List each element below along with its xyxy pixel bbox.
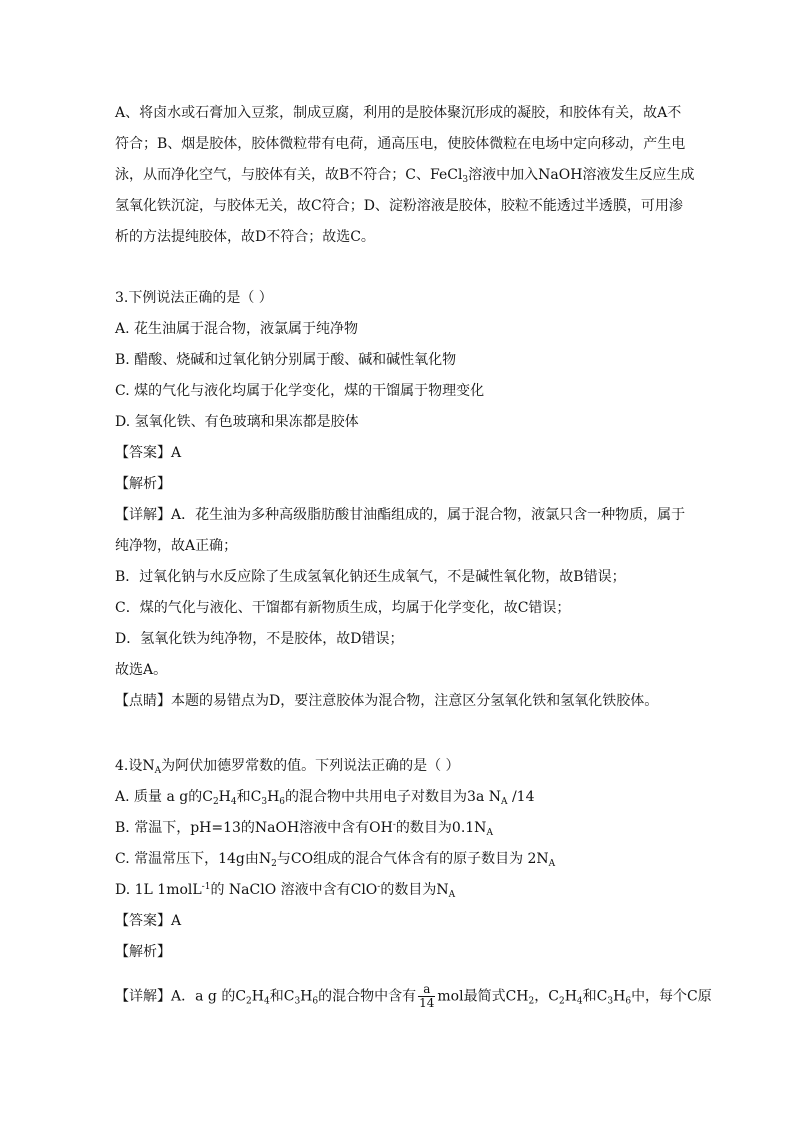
q4-option-c: C. 常温常压下，14g由$N_2$与CO组成的混合气体含有的原子数目为 $2N_A$	[115, 851, 556, 869]
q3-detail-line-1: 【详解】A．花生油为多种高级脂肪酸甘油酯组成的，属于混合物，液氯只含一种物质，属于	[115, 507, 686, 523]
q4-option-b: B. 常温下，pH=13的NaOH溶液中含有OH-的数目为$0.1N_A$	[115, 820, 493, 838]
q3-detail-c: C．煤的气化与液化、干馏都有新物质生成，均属于化学变化，故C错误；	[115, 600, 571, 616]
q4-stem: 4.设$N_A$为阿伏加德罗常数的值。下列说法正确的是（ ）	[115, 758, 460, 776]
q3-option-a: A. 花生油属于混合物，液氯属于纯净物	[115, 321, 359, 337]
q3-detail-d: D．氢氧化铁为纯净物，不是胶体，故D错误；	[115, 631, 404, 647]
q4-option-d: D. 1L 1molL$^{-1}$的 NaClO 溶液中含有ClO-的数目为$N_A$	[115, 882, 456, 900]
q2-analysis-line-2: 符合；B、烟是胶体，胶体微粒带有电荷，通高压电，使胶体微粒在电场中定向移动，产生电	[115, 136, 686, 152]
q3-option-b: B. 醋酸、烧碱和过氧化钠分别属于酸、碱和碱性氧化物	[115, 352, 457, 368]
q3-detail-line-2: 纯净物，故A正确；	[115, 538, 238, 554]
q3-stem: 3.下例说法正确的是（ ）	[115, 290, 273, 306]
q2-analysis-line-4: 氢氧化铁沉淀，与胶体无关，故C符合；D、淀粉溶液是胶体，胶粒不能透过半透膜，可用渗	[115, 198, 683, 214]
q3-conclusion: 故选A。	[115, 662, 168, 678]
q2-analysis-line-5: 析的方法提纯胶体，故D不符合；故选C。	[115, 229, 375, 245]
q3-answer: 【答案】A	[115, 445, 182, 461]
q3-tip: 【点睛】本题的易错点为D，要注意胶体为混合物，注意区分氢氧化铁和氢氧化铁胶体。	[115, 693, 659, 709]
q3-option-c: C. 煤的气化与液化均属于化学变化，煤的干馏属于物理变化	[115, 383, 485, 399]
q4-detail-line-1: 【详解】A．a g 的$C_2H_4$和$C_3H_6$的混合物中含有 $\frac{a}{14}$ mol最简式$CH_2$，$C_2H_4$和$C_3H_6$中，每个C原	[115, 982, 712, 1010]
q4-analysis-title: 【解析】	[115, 944, 171, 960]
q3-detail-b: B．过氧化钠与水反应除了生成氢氧化钠还生成氧气，不是碱性氧化物，故B错误；	[115, 569, 626, 585]
q4-option-a: A. 质量 a g的$C_2H_4$和$C_3H_6$的混合物中共用电子对数目为3a $N_A$ /14	[115, 789, 535, 807]
q4-answer: 【答案】A	[115, 913, 182, 929]
q2-analysis-line-1: A、将卤水或石膏加入豆浆，制成豆腐，利用的是胶体聚沉形成的凝胶，和胶体有关，故A不	[115, 105, 682, 121]
fraction-a-over-14: $\frac{a}{14}$	[419, 982, 435, 1010]
q3-option-d: D. 氢氧化铁、有色玻璃和果冻都是胶体	[115, 414, 359, 430]
q3-analysis-title: 【解析】	[115, 476, 171, 492]
q2-analysis-line-3: 泳，从而净化空气，与胶体有关，故B不符合；C、FeCl$_3$溶液中加入NaOH溶液发生反应生成	[115, 167, 695, 185]
